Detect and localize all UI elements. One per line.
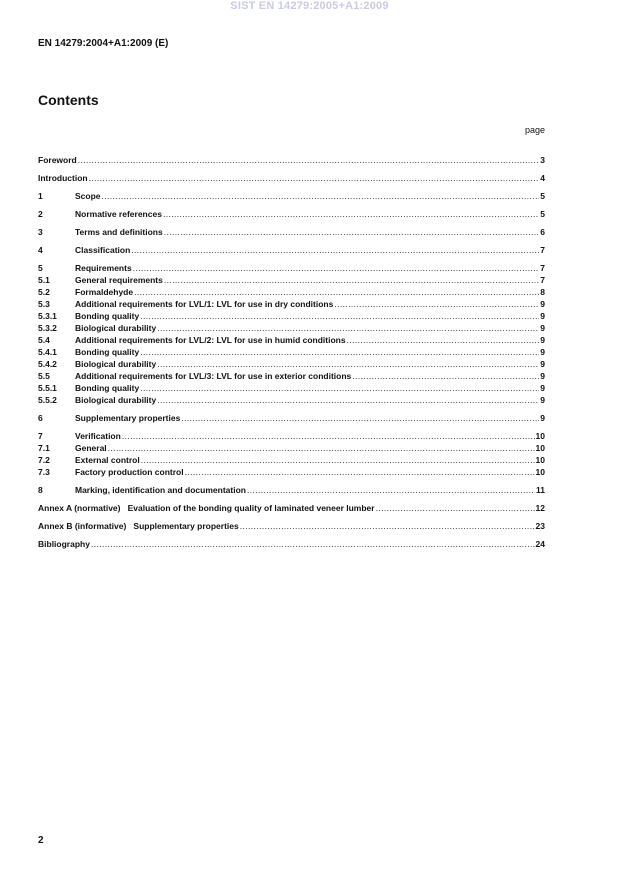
toc-page: 3 bbox=[540, 155, 545, 165]
toc-number: 4 bbox=[38, 245, 43, 255]
dot-leader bbox=[240, 520, 535, 532]
toc-title: Biological durability bbox=[75, 323, 157, 333]
toc-title: Additional requirements for LVL/2: LVL for use in humid conditions bbox=[75, 335, 346, 345]
toc-entry-supplementary-properties[interactable] bbox=[38, 412, 545, 424]
toc-number: 5.1 bbox=[38, 275, 50, 285]
toc-page: 23 bbox=[535, 521, 545, 531]
toc-number: 7.1 bbox=[38, 443, 50, 453]
dot-leader bbox=[157, 358, 539, 370]
dot-leader bbox=[163, 208, 539, 220]
dot-leader bbox=[141, 454, 535, 466]
toc-entry-verification-general[interactable] bbox=[38, 442, 545, 454]
toc-page: 9 bbox=[540, 347, 545, 357]
toc-entry-foreword[interactable] bbox=[38, 154, 545, 166]
dot-leader bbox=[181, 412, 539, 424]
toc-entry-formaldehyde[interactable] bbox=[38, 286, 545, 298]
dot-leader bbox=[334, 298, 539, 310]
toc-number: 2 bbox=[38, 209, 43, 219]
dot-leader bbox=[140, 310, 539, 322]
toc-entry-lvl2-biological-durability[interactable] bbox=[38, 358, 545, 370]
toc-entry-lvl1-bonding-quality[interactable] bbox=[38, 310, 545, 322]
toc-title: General bbox=[75, 443, 107, 453]
toc-page: 7 bbox=[540, 245, 545, 255]
toc-title: Additional requirements for LVL/1: LVL for use in dry conditions bbox=[75, 299, 334, 309]
dot-leader bbox=[133, 262, 540, 274]
dot-leader bbox=[89, 172, 540, 184]
dot-leader bbox=[164, 274, 539, 286]
toc-entry-general-requirements[interactable] bbox=[38, 274, 545, 286]
toc-number: 5.3.2 bbox=[38, 323, 57, 333]
toc-page: 9 bbox=[540, 335, 545, 345]
toc-entry-lvl1-requirements[interactable] bbox=[38, 298, 545, 310]
toc-title: Classification bbox=[75, 245, 131, 255]
toc-entry-terms-and-definitions[interactable] bbox=[38, 226, 545, 238]
dot-leader bbox=[164, 226, 540, 238]
toc-entry-lvl3-biological-durability[interactable] bbox=[38, 394, 545, 406]
toc-entry-normative-references[interactable] bbox=[38, 208, 545, 220]
toc-title: Verification bbox=[75, 431, 121, 441]
toc-page: 24 bbox=[535, 539, 545, 549]
toc-page: 9 bbox=[540, 359, 545, 369]
dot-leader bbox=[134, 286, 539, 298]
toc-title: Foreword bbox=[38, 155, 77, 165]
toc-page: 4 bbox=[540, 173, 545, 183]
toc-number: 5.3.1 bbox=[38, 311, 57, 321]
toc-title: Scope bbox=[75, 191, 101, 201]
toc-title: Marking, identification and documentation bbox=[75, 485, 246, 495]
table-of-contents bbox=[38, 154, 545, 550]
toc-title: Bonding quality bbox=[75, 383, 140, 393]
toc-page: 10 bbox=[535, 467, 545, 477]
watermark: SIST EN 14279:2005+A1:2009 bbox=[230, 0, 389, 12]
toc-page: 9 bbox=[540, 311, 545, 321]
dot-leader bbox=[376, 502, 535, 514]
dot-leader bbox=[131, 244, 539, 256]
toc-page: 10 bbox=[535, 431, 545, 441]
toc-title: Bibliography bbox=[38, 539, 90, 549]
toc-page: 12 bbox=[535, 503, 545, 513]
dot-leader bbox=[140, 382, 539, 394]
dot-leader bbox=[347, 334, 540, 346]
toc-entry-bibliography[interactable] bbox=[38, 538, 545, 550]
toc-number: 5.5.1 bbox=[38, 383, 57, 393]
toc-title: Supplementary properties bbox=[75, 413, 181, 423]
toc-number: 6 bbox=[38, 413, 43, 423]
toc-number: 5.3 bbox=[38, 299, 50, 309]
toc-page: 9 bbox=[540, 383, 545, 393]
toc-entry-annex-a[interactable] bbox=[38, 502, 545, 514]
toc-title: Annex A (normative) Evaluation of the bonding quality of laminated veneer lumber bbox=[38, 503, 375, 513]
toc-title: Requirements bbox=[75, 263, 132, 273]
toc-entry-lvl1-biological-durability[interactable] bbox=[38, 322, 545, 334]
toc-number: 3 bbox=[38, 227, 43, 237]
toc-entry-external-control[interactable] bbox=[38, 454, 545, 466]
toc-page: 7 bbox=[540, 263, 545, 273]
dot-leader bbox=[157, 394, 539, 406]
toc-title: Biological durability bbox=[75, 359, 157, 369]
toc-number: 5.4.2 bbox=[38, 359, 57, 369]
dot-leader bbox=[78, 154, 540, 166]
toc-title: Normative references bbox=[75, 209, 162, 219]
toc-title: Terms and definitions bbox=[75, 227, 163, 237]
page-number: 2 bbox=[38, 835, 44, 846]
toc-entry-factory-production-control[interactable] bbox=[38, 466, 545, 478]
toc-title: Annex B (informative) Supplementary properties bbox=[38, 521, 239, 531]
toc-page: 5 bbox=[540, 191, 545, 201]
toc-number: 7 bbox=[38, 431, 43, 441]
toc-entry-lvl2-bonding-quality[interactable] bbox=[38, 346, 545, 358]
dot-leader bbox=[91, 538, 535, 550]
toc-entry-lvl2-requirements[interactable] bbox=[38, 334, 545, 346]
toc-page: 9 bbox=[540, 323, 545, 333]
toc-page: 9 bbox=[540, 395, 545, 405]
toc-title: Introduction bbox=[38, 173, 88, 183]
toc-entry-classification[interactable] bbox=[38, 244, 545, 256]
toc-number: 7.2 bbox=[38, 455, 50, 465]
toc-number: 5 bbox=[38, 263, 43, 273]
toc-entry-marking[interactable] bbox=[38, 484, 545, 496]
toc-title: Factory production control bbox=[75, 467, 184, 477]
toc-page: 8 bbox=[540, 287, 545, 297]
toc-title: Formaldehyde bbox=[75, 287, 134, 297]
toc-title: Bonding quality bbox=[75, 347, 140, 357]
toc-page: 11 bbox=[536, 485, 545, 495]
document-id: EN 14279:2004+A1:2009 (E) bbox=[38, 38, 169, 49]
toc-page: 10 bbox=[535, 455, 545, 465]
toc-page: 9 bbox=[540, 299, 545, 309]
toc-entry-lvl3-requirements[interactable] bbox=[38, 370, 545, 382]
toc-number: 8 bbox=[38, 485, 43, 495]
toc-number: 5.2 bbox=[38, 287, 50, 297]
toc-number: 5.4.1 bbox=[38, 347, 57, 357]
toc-entry-scope[interactable] bbox=[38, 190, 545, 202]
toc-title: Bonding quality bbox=[75, 311, 140, 321]
toc-number: 5.5.2 bbox=[38, 395, 57, 405]
toc-title: Additional requirements for LVL/3: LVL for use in exterior conditions bbox=[75, 371, 352, 381]
dot-leader bbox=[108, 442, 535, 454]
toc-number: 5.4 bbox=[38, 335, 50, 345]
toc-number: 1 bbox=[38, 191, 43, 201]
toc-page: 7 bbox=[540, 275, 545, 285]
toc-entry-verification[interactable] bbox=[38, 430, 545, 442]
page-column-label: page bbox=[524, 125, 545, 135]
toc-entry-introduction[interactable] bbox=[38, 172, 545, 184]
toc-entry-annex-b[interactable] bbox=[38, 520, 545, 532]
toc-entry-lvl3-bonding-quality[interactable] bbox=[38, 382, 545, 394]
toc-number: 5.5 bbox=[38, 371, 50, 381]
toc-page: 6 bbox=[540, 227, 545, 237]
toc-page: 10 bbox=[535, 443, 545, 453]
toc-page: 9 bbox=[540, 371, 545, 381]
dot-leader bbox=[185, 466, 535, 478]
dot-leader bbox=[352, 370, 539, 382]
dot-leader bbox=[247, 484, 535, 496]
toc-page: 5 bbox=[540, 209, 545, 219]
toc-title: Biological durability bbox=[75, 395, 157, 405]
dot-leader bbox=[122, 430, 535, 442]
toc-title: External control bbox=[75, 455, 140, 465]
toc-title: General requirements bbox=[75, 275, 163, 285]
toc-page: 9 bbox=[540, 413, 545, 423]
dot-leader bbox=[157, 322, 539, 334]
dot-leader bbox=[102, 190, 540, 202]
toc-number: 7.3 bbox=[38, 467, 50, 477]
page-title: Contents bbox=[38, 92, 99, 108]
dot-leader bbox=[140, 346, 539, 358]
toc-entry-requirements[interactable] bbox=[38, 262, 545, 274]
